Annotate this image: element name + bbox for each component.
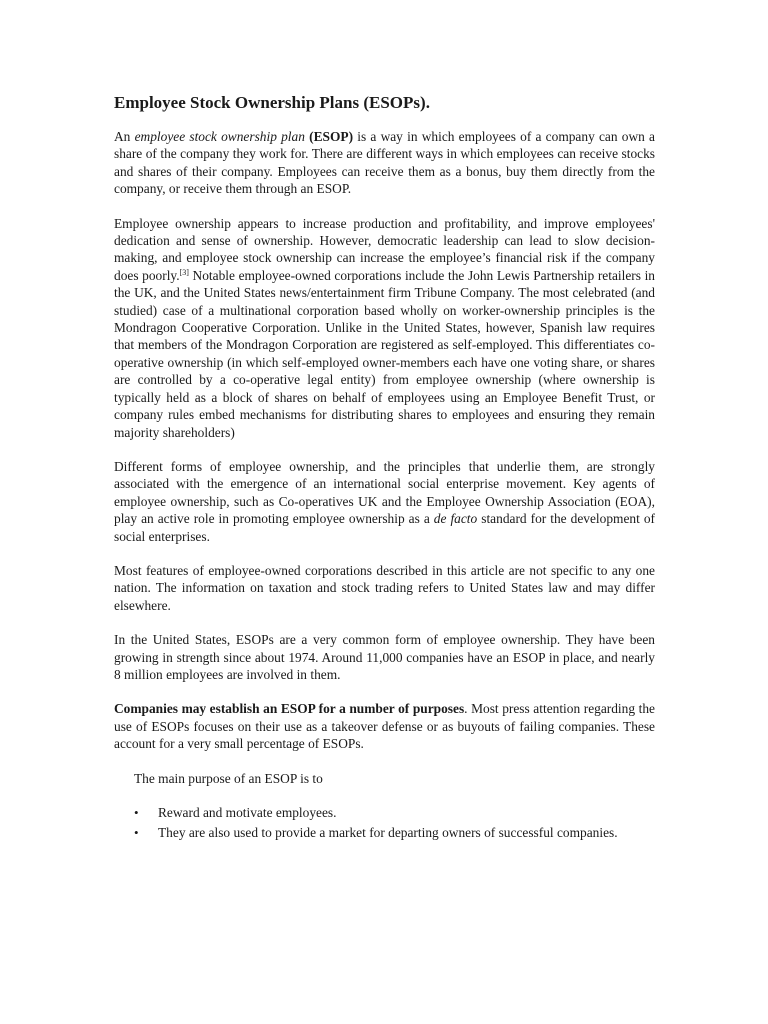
purposes-heading-bold: Companies may establish an ESOP for a number of purposes bbox=[114, 701, 465, 717]
paragraph-forms-of-ownership: Different forms of employee ownership, and the principles that underlie them, are strongly associated with the emergence of an international social enterprise movement. Key agents of employee ownership, such as Co-operatives UK and the Employee Ownership Association (EOA), play an active role in promoting employee ownership as a de facto standard for the development of social enterprises. bbox=[114, 458, 655, 544]
reference-link[interactable]: [3] bbox=[179, 267, 189, 277]
paragraph-esop-definition: An employee stock ownership plan (ESOP) is a way in which employees of a company can own a share of the company they work for. There are different ways in which employees can receive stocks and shares of their company. Employees can receive them as a bonus, buy them directly from the company, or receive them through an ESOP. bbox=[114, 129, 655, 197]
paragraph-purposes: Companies may establish an ESOP for a number of purposes. Most press attention regarding the use of ESOPs focuses on their use as a takeover defense or as buyouts of failing companies. These account for a very small percentage of ESOPs. bbox=[114, 701, 655, 752]
list-item: • They are also used to provide a market for departing owners of successful companies. bbox=[134, 825, 618, 841]
term-italic: employee stock ownership plan bbox=[134, 129, 305, 144]
document-title: Employee Stock Ownership Plans (ESOPs). bbox=[114, 93, 430, 112]
paragraph-employee-ownership: Employee ownership appears to increase production and profitability, and improve employees' dedication and sense of ownership. However, democratic leadership can lead to slow decision-making, and employee stock ownership can increase the employee’s financial risk if the company does poorly.[3] Notable employee-owned corporations include the John Lewis Partnership retailers in the UK, and the United States news/entertainment firm Tribune Company. The most celebrated (and studied) case of a multinational corporation based wholly on worker-ownership principles is the Mondragon Cooperative Corporation. Unlike in the United States, however, Spanish law requires that members of the Mondragon Corporation are registered as self-employed. This differentiates co-operative ownership (in which self-employed owner-members each have one voting share, or shares are controlled by a co-operative legal entity) from employee ownership (where ownership is typically held as a block of shares on behalf of employees using an Employee Benefit Trust, or company rules embed mechanisms for distributing shares to employees and ensuring they remain majority shareholders) bbox=[114, 215, 655, 440]
document-page bbox=[114, 92, 655, 845]
bullet-icon: • bbox=[134, 805, 139, 820]
term-italic: de facto bbox=[433, 511, 478, 527]
list-item: • Reward and motivate employees. bbox=[134, 805, 337, 820]
paragraph-united-states: In the United States, ESOPs are a very common form of employee ownership. They have been growing in strength since about 1974. Around 11,000 companies have an ESOP in place, and nearly 8 million employees are involved in them. bbox=[114, 632, 655, 682]
term-bold: (ESOP) bbox=[309, 129, 354, 144]
paragraph-main-purpose: The main purpose of an ESOP is to bbox=[134, 770, 323, 786]
bullet-icon: • bbox=[134, 825, 139, 841]
purpose-list bbox=[114, 804, 655, 842]
paragraph-features: Most features of employee-owned corporations described in this article are not specific to any one nation. The information on taxation and stock trading refers to United States law and may differ elsewhere. bbox=[114, 562, 655, 613]
